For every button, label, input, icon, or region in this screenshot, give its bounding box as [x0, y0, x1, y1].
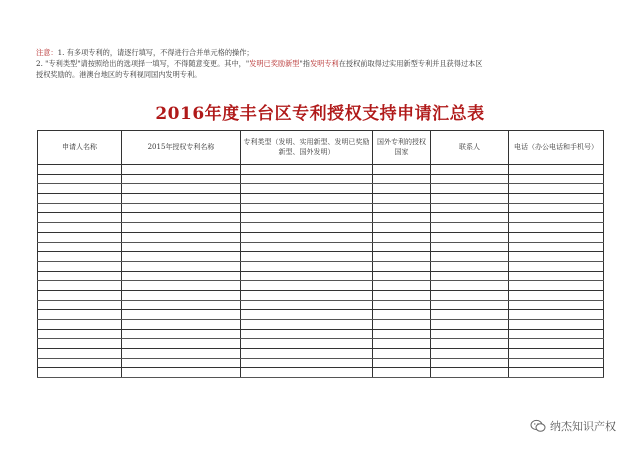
- table-row: [38, 329, 604, 339]
- table-cell[interactable]: [122, 358, 241, 368]
- table-cell[interactable]: [431, 261, 509, 271]
- table-cell[interactable]: [509, 194, 604, 204]
- table-cell[interactable]: [122, 271, 241, 281]
- header-foreign-country: 国外专利的授权国家: [373, 131, 431, 165]
- table-row: [38, 213, 604, 223]
- table-cell[interactable]: [38, 213, 122, 223]
- table-cell[interactable]: [122, 349, 241, 359]
- table-row: [38, 320, 604, 330]
- table-cell[interactable]: [509, 310, 604, 320]
- header-applicant-name: 申请人名称: [38, 131, 122, 165]
- table-cell[interactable]: [509, 320, 604, 330]
- table-cell[interactable]: [122, 213, 241, 223]
- table-cell[interactable]: [38, 271, 122, 281]
- note-line-3: 授权奖励的。港澳台地区的专利视同国内发明专利。: [36, 70, 202, 79]
- table-cell[interactable]: [38, 232, 122, 242]
- table-cell[interactable]: [241, 194, 373, 204]
- table-cell[interactable]: [509, 165, 604, 175]
- table-cell[interactable]: [373, 300, 431, 310]
- table-cell[interactable]: [509, 358, 604, 368]
- table-cell[interactable]: [509, 300, 604, 310]
- table-row: [38, 300, 604, 310]
- table-cell[interactable]: [122, 252, 241, 262]
- table-cell[interactable]: [373, 184, 431, 194]
- table-cell[interactable]: [241, 203, 373, 213]
- table-cell[interactable]: [431, 165, 509, 175]
- table-cell[interactable]: [509, 329, 604, 339]
- note-1-text: 1. 有多项专利的，请逐行填写，不得进行合并单元格的操作；: [57, 48, 254, 57]
- table-cell[interactable]: [431, 271, 509, 281]
- table-cell[interactable]: [373, 242, 431, 252]
- table-cell[interactable]: [431, 368, 509, 378]
- table-cell[interactable]: [241, 310, 373, 320]
- table-cell[interactable]: [509, 368, 604, 378]
- table-cell[interactable]: [431, 232, 509, 242]
- table-cell[interactable]: [373, 213, 431, 223]
- table-cell[interactable]: [122, 310, 241, 320]
- note-lead: 注意：: [36, 48, 58, 57]
- table-cell[interactable]: [431, 213, 509, 223]
- table-cell[interactable]: [431, 194, 509, 204]
- table-row: [38, 203, 604, 213]
- table-cell[interactable]: [373, 329, 431, 339]
- note-2-part-c: 在授权前取得过实用新型专利并且获得过本区: [338, 59, 483, 68]
- table-cell[interactable]: [431, 252, 509, 262]
- table-cell[interactable]: [509, 203, 604, 213]
- table-row: [38, 339, 604, 349]
- note-line-1: [36, 47, 596, 58]
- table-cell[interactable]: [122, 339, 241, 349]
- table-cell[interactable]: [38, 223, 122, 233]
- table-row: [38, 232, 604, 242]
- table-cell[interactable]: [431, 242, 509, 252]
- table-cell[interactable]: [241, 261, 373, 271]
- table-cell[interactable]: [509, 174, 604, 184]
- table-cell[interactable]: [509, 339, 604, 349]
- note-2-highlight: 发明已奖励新型: [249, 59, 300, 68]
- summary-table: [37, 130, 604, 378]
- table-cell[interactable]: [373, 261, 431, 271]
- table-cell[interactable]: [509, 290, 604, 300]
- table-cell[interactable]: [38, 368, 122, 378]
- table-cell[interactable]: [122, 223, 241, 233]
- instructions: [36, 47, 596, 80]
- header-patent-name: 2015年授权专利名称: [122, 131, 241, 165]
- table-row: [38, 261, 604, 271]
- table-cell[interactable]: [38, 261, 122, 271]
- table-cell[interactable]: [241, 174, 373, 184]
- table-cell[interactable]: [38, 194, 122, 204]
- table-cell[interactable]: [373, 310, 431, 320]
- table-cell[interactable]: [373, 203, 431, 213]
- table-cell[interactable]: [373, 281, 431, 291]
- table-row: [38, 310, 604, 320]
- table-cell[interactable]: [38, 165, 122, 175]
- table-cell[interactable]: [241, 184, 373, 194]
- table-row: [38, 290, 604, 300]
- table-cell[interactable]: [241, 290, 373, 300]
- header-phone: 电话（办公电话和手机号）: [509, 131, 604, 165]
- table-row: [38, 368, 604, 378]
- table-cell[interactable]: [38, 329, 122, 339]
- table-cell[interactable]: [373, 165, 431, 175]
- table-cell[interactable]: [122, 203, 241, 213]
- note-2-highlight-2: 发明专利: [309, 59, 339, 68]
- table-cell[interactable]: [509, 349, 604, 359]
- watermark: [530, 418, 616, 434]
- table-cell[interactable]: [373, 271, 431, 281]
- table-cell[interactable]: [509, 213, 604, 223]
- table-cell[interactable]: [431, 184, 509, 194]
- table-cell[interactable]: [122, 165, 241, 175]
- table-cell[interactable]: [509, 261, 604, 271]
- table-row: [38, 281, 604, 291]
- table-cell[interactable]: [431, 329, 509, 339]
- wechat-icon: [530, 419, 546, 433]
- table-cell[interactable]: [373, 368, 431, 378]
- table-row: [38, 242, 604, 252]
- table-cell[interactable]: [241, 281, 373, 291]
- table-cell[interactable]: [122, 184, 241, 194]
- table-row: [38, 349, 604, 359]
- table-cell[interactable]: [38, 290, 122, 300]
- table-cell[interactable]: [38, 358, 122, 368]
- table-cell[interactable]: [38, 339, 122, 349]
- table-cell[interactable]: [509, 281, 604, 291]
- table-cell[interactable]: [509, 232, 604, 242]
- table-cell[interactable]: [122, 261, 241, 271]
- table-cell[interactable]: [509, 242, 604, 252]
- table-cell[interactable]: [373, 320, 431, 330]
- page-title: 2016年度丰台区专利授权支持申请汇总表: [155, 104, 485, 124]
- table-cell[interactable]: [241, 329, 373, 339]
- table-cell[interactable]: [241, 242, 373, 252]
- table-cell[interactable]: [373, 194, 431, 204]
- table-cell[interactable]: [241, 349, 373, 359]
- table-cell[interactable]: [38, 300, 122, 310]
- table-cell[interactable]: [122, 174, 241, 184]
- header-contact: 联系人: [431, 131, 509, 165]
- table-cell[interactable]: [373, 174, 431, 184]
- table-row: [38, 223, 604, 233]
- table-cell[interactable]: [509, 252, 604, 262]
- header-patent-type: 专利类型（发明、实用新型、发明已奖励新型、国外发明）: [241, 131, 373, 165]
- table-cell[interactable]: [431, 281, 509, 291]
- table-cell[interactable]: [431, 300, 509, 310]
- table-cell[interactable]: [373, 358, 431, 368]
- table-body: [38, 165, 604, 378]
- table-cell[interactable]: [431, 174, 509, 184]
- table-row: [38, 194, 604, 204]
- note-2-part-a: 2. "专利类型"请按照给出的选项择一填写，不得随意变更。其中，": [36, 59, 250, 68]
- table-cell[interactable]: [431, 349, 509, 359]
- note-2-part-b: "指: [299, 59, 310, 68]
- table-cell[interactable]: [241, 232, 373, 242]
- table-cell[interactable]: [241, 358, 373, 368]
- table-cell[interactable]: [509, 184, 604, 194]
- table-cell[interactable]: [122, 281, 241, 291]
- table-cell[interactable]: [122, 290, 241, 300]
- table-cell[interactable]: [122, 368, 241, 378]
- table-cell[interactable]: [38, 203, 122, 213]
- table-cell[interactable]: [38, 242, 122, 252]
- table-cell[interactable]: [431, 290, 509, 300]
- table-cell[interactable]: [122, 194, 241, 204]
- table-cell[interactable]: [509, 271, 604, 281]
- table-cell[interactable]: [38, 184, 122, 194]
- table-cell[interactable]: [122, 300, 241, 310]
- table-cell[interactable]: [241, 252, 373, 262]
- table-header-row: [38, 131, 604, 165]
- table-cell[interactable]: [373, 349, 431, 359]
- table-cell[interactable]: [373, 339, 431, 349]
- table-cell[interactable]: [122, 232, 241, 242]
- table-cell[interactable]: [241, 339, 373, 349]
- note-line-2: [36, 58, 596, 69]
- table-row: [38, 358, 604, 368]
- table-row: [38, 174, 604, 184]
- table-cell[interactable]: [122, 320, 241, 330]
- table-row: [38, 271, 604, 281]
- table-cell[interactable]: [431, 203, 509, 213]
- table-cell[interactable]: [241, 165, 373, 175]
- table-cell[interactable]: [373, 223, 431, 233]
- table-cell[interactable]: [38, 349, 122, 359]
- table-cell[interactable]: [241, 223, 373, 233]
- table-cell[interactable]: [38, 252, 122, 262]
- table-cell[interactable]: [241, 213, 373, 223]
- table-cell[interactable]: [373, 252, 431, 262]
- table-cell[interactable]: [431, 223, 509, 233]
- table-cell[interactable]: [241, 320, 373, 330]
- table-cell[interactable]: [431, 339, 509, 349]
- watermark-text: 纳杰知识产权: [550, 420, 616, 433]
- table-cell[interactable]: [241, 271, 373, 281]
- table-row: [38, 184, 604, 194]
- table-cell[interactable]: [122, 329, 241, 339]
- table-cell[interactable]: [38, 310, 122, 320]
- table-cell[interactable]: [431, 358, 509, 368]
- table-cell[interactable]: [241, 300, 373, 310]
- table-cell[interactable]: [122, 242, 241, 252]
- table-cell[interactable]: [373, 232, 431, 242]
- table-cell[interactable]: [38, 320, 122, 330]
- table-cell[interactable]: [509, 223, 604, 233]
- table-cell[interactable]: [38, 174, 122, 184]
- table-cell[interactable]: [373, 290, 431, 300]
- table-cell[interactable]: [38, 281, 122, 291]
- table-row: [38, 165, 604, 175]
- table-row: [38, 252, 604, 262]
- table-cell[interactable]: [241, 368, 373, 378]
- table-cell[interactable]: [431, 310, 509, 320]
- table-cell[interactable]: [431, 320, 509, 330]
